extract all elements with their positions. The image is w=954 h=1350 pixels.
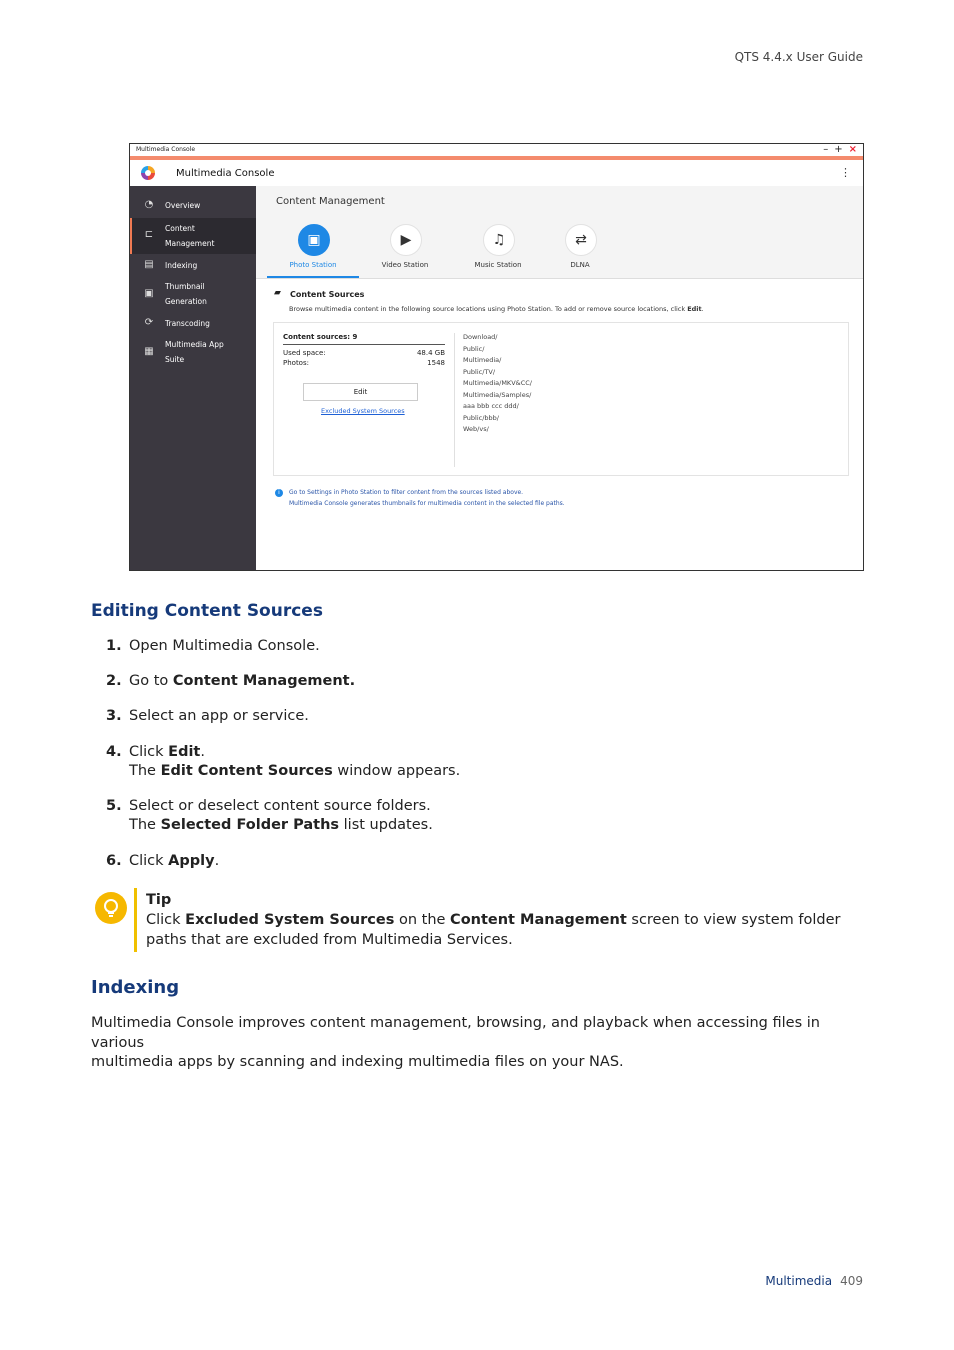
list-item: Public/bbb/ (463, 413, 499, 422)
photo-icon: ▣ (298, 224, 330, 256)
grid-icon: ▦ (144, 346, 154, 357)
list-item: Download/ (463, 333, 498, 341)
page-number: 409 (840, 1274, 863, 1288)
kebab-icon[interactable]: ⋮ (840, 166, 851, 179)
main-panel (256, 186, 863, 570)
page-footer (765, 1274, 863, 1288)
edit-button[interactable]: Edit (303, 383, 418, 401)
sidebar-item-transcoding[interactable]: ⟳ Transcoding (130, 316, 256, 332)
section-heading-editing: Editing Content Sources (91, 601, 323, 621)
running-header: QTS 4.4.x User Guide (734, 50, 863, 64)
lightbulb-icon (95, 892, 127, 924)
indexing-paragraph: Multimedia Console improves content management, browsing, and playback when accessing files in various multimedia apps by scanning and indexing multimedia files on your NAS. (91, 1015, 820, 1070)
content-sources-title: Content Sources (290, 290, 365, 299)
video-icon: ▶ (390, 224, 422, 256)
multimedia-console-logo-icon (141, 166, 155, 180)
info-icon: i (275, 489, 283, 497)
list-item: Multimedia/Samples/ (463, 390, 532, 399)
content-sources-panel (273, 322, 849, 476)
excluded-system-sources-link[interactable]: Excluded System Sources (321, 407, 405, 415)
tab-video-station[interactable]: ▶ Video Station (359, 216, 451, 278)
image-icon: ▣ (144, 288, 154, 299)
app-title: Multimedia Console (176, 168, 275, 179)
sidebar-item-overview[interactable]: ◔ Overview (130, 198, 256, 214)
list-item: Web/vs/ (463, 425, 489, 433)
content-sources-description: Browse multimedia content in the following source locations using Photo Station. To add or remove source locations, click Edit. (289, 305, 704, 313)
maximize-button[interactable]: + (834, 144, 843, 155)
close-button[interactable]: × (848, 144, 857, 155)
tab-photo-station[interactable]: ▣ Photo Station (267, 216, 359, 278)
main-header (256, 186, 863, 216)
station-tabs (256, 216, 863, 279)
dlna-icon: ⇄ (565, 224, 597, 256)
tip-note: Tip Click Excluded System Sources on the Content Management screen to view system folder paths that are excluded from Multimedia Services. (146, 892, 841, 948)
multimedia-console-screenshot (129, 143, 864, 571)
sidebar (130, 186, 256, 570)
tab-music-station[interactable]: ♫ Music Station (452, 216, 544, 278)
source-paths-list (463, 332, 532, 436)
window-titlebar (130, 144, 863, 156)
list-icon: ▤ (144, 259, 154, 270)
tab-dlna[interactable]: ⇄ DLNA (534, 216, 626, 278)
info-note: i Go to Settings in Photo Station to filter content from the sources listed above. Multimedia Console generates thumbnails for multimedia content in the selected file paths. (275, 488, 565, 509)
page-title: Content Management (276, 196, 385, 207)
used-space-value: 48.4 GB (416, 349, 445, 357)
transcode-icon: ⟳ (144, 317, 154, 328)
gauge-icon: ◔ (144, 199, 154, 210)
app-header (130, 160, 863, 187)
tip-label: Tip (146, 892, 172, 908)
folder-icon: ⊏ (144, 229, 154, 240)
sidebar-item-content-management[interactable]: ⊏ Content Management (130, 218, 258, 254)
list-item: Multimedia/MKV&CC/ (463, 379, 532, 387)
photos-count-value: 1548 (427, 359, 445, 367)
music-icon: ♫ (483, 224, 515, 256)
list-item: aaa bbb ccc ddd/ (463, 402, 519, 410)
sidebar-item-thumbnail-generation[interactable]: ▣ Thumbnail Generation (130, 279, 256, 311)
window-title: Multimedia Console (136, 146, 196, 153)
footer-section: Multimedia (765, 1274, 833, 1288)
list-item: Public/TV/ (463, 367, 496, 376)
list-item: Public/ (463, 344, 485, 353)
panel-divider (454, 333, 455, 467)
sources-summary: Content sources: 9 Used space: 48.4 GB Photos: 1548 Edit Excluded System Sources (283, 333, 445, 415)
sources-count: Content sources: 9 (283, 333, 445, 345)
sidebar-item-multimedia-app-suite[interactable]: ▦ Multimedia App Suite (130, 337, 256, 369)
tip-bar (134, 888, 137, 952)
folder-open-icon: ▰ (274, 288, 281, 298)
section-heading-indexing: Indexing (91, 977, 180, 998)
minimize-button[interactable]: – (823, 144, 829, 155)
sidebar-item-indexing[interactable]: ▤ Indexing (130, 258, 256, 274)
list-item: Multimedia/ (463, 356, 502, 364)
